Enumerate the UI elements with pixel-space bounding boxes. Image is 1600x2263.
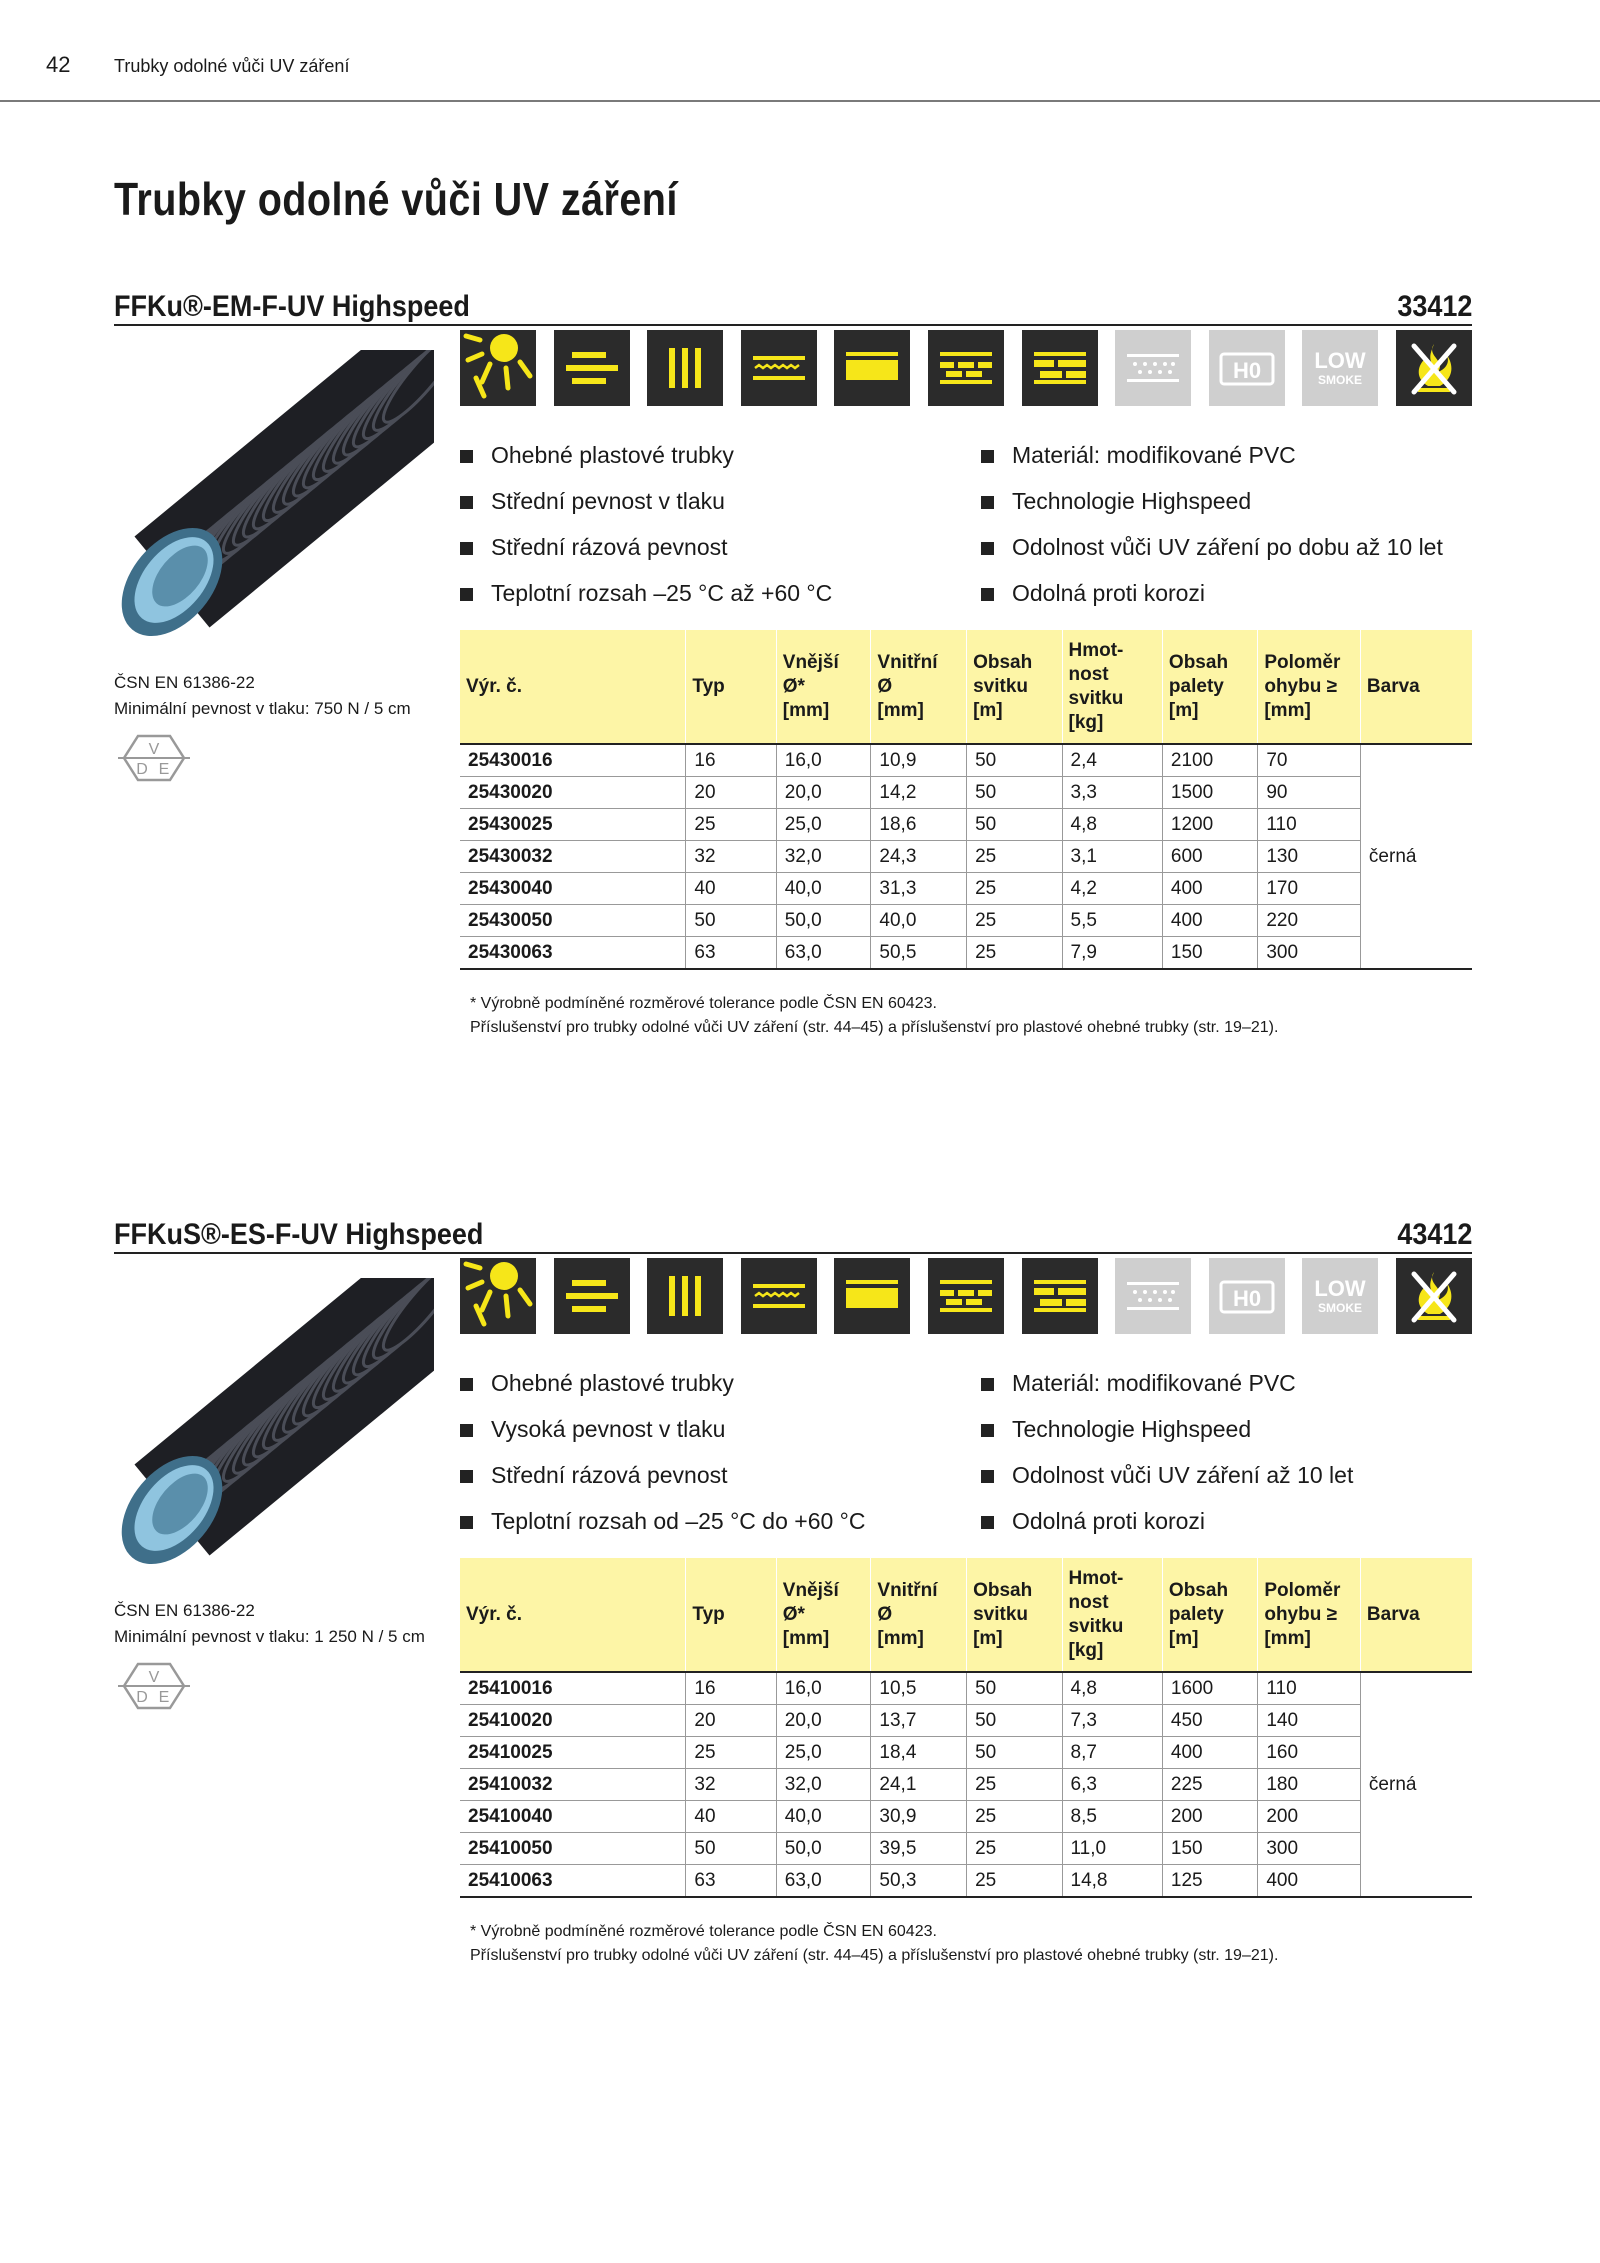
table-cell: 50 — [967, 809, 1062, 841]
column-header — [460, 1558, 686, 1672]
footnote: Příslušenství pro trubky odolné vůči UV záření (str. 44–45) a příslušenství pro plastové ohebné trubky (str. 19–21). — [470, 1947, 1279, 1964]
flame-icon — [1396, 1258, 1472, 1334]
table-cell: 20 — [686, 1705, 776, 1737]
table-cell: 110 — [1258, 1672, 1361, 1705]
header-line: [kg] — [1068, 1639, 1104, 1661]
vde-d: D — [136, 1689, 148, 1706]
table-row — [460, 937, 1472, 970]
norm-info — [114, 670, 444, 722]
low-label: LOW — [1314, 348, 1367, 373]
table-cell: 25,0 — [776, 1737, 871, 1769]
table-cell: 7,3 — [1062, 1705, 1162, 1737]
pressure-icon — [554, 330, 630, 406]
table-cell: 32,0 — [776, 841, 871, 873]
table-cell: 11,0 — [1062, 1833, 1162, 1865]
brick-icon — [928, 1258, 1004, 1334]
table-cell: 25410063 — [460, 1865, 686, 1898]
page-number: 42 — [46, 52, 71, 77]
table-cell: 600 — [1162, 841, 1257, 873]
column-header — [871, 1558, 967, 1672]
table-cell: 25 — [967, 905, 1062, 937]
header-line: nost — [1068, 1591, 1109, 1613]
table-cell: 50,0 — [776, 1833, 871, 1865]
table-cell: 16 — [686, 744, 776, 777]
norm-line: ČSN EN 61386-22 — [114, 673, 255, 692]
wave-icon — [741, 1258, 817, 1334]
table-cell: 50 — [967, 1737, 1062, 1769]
table-cell: 2100 — [1162, 744, 1257, 777]
impact-icon — [647, 1258, 723, 1334]
table-cell: 400 — [1258, 1865, 1361, 1898]
features-right — [981, 1368, 1481, 1552]
smoke-label: SMOKE — [1318, 373, 1363, 387]
h0-label: H0 — [1232, 358, 1261, 383]
table-cell: 25 — [967, 1865, 1062, 1898]
feature-item: Odolná proti korozi — [981, 578, 1481, 624]
section-header — [114, 290, 1472, 326]
low-label: LOW — [1314, 1276, 1367, 1301]
table-cell: 5,5 — [1062, 905, 1162, 937]
table-row — [460, 809, 1472, 841]
concrete-icon — [1115, 330, 1191, 406]
table-cell: 6,3 — [1062, 1769, 1162, 1801]
header-line: Obsah — [973, 1579, 1033, 1601]
table-cell: 140 — [1258, 1705, 1361, 1737]
footnote: * Výrobně podmíněné rozměrové tolerance podle ČSN EN 60423. — [470, 1923, 937, 1940]
table-row — [460, 1801, 1472, 1833]
column-header — [871, 630, 967, 744]
table-cell: 25410040 — [460, 1801, 686, 1833]
table-row — [460, 1865, 1472, 1898]
table-cell: 225 — [1162, 1769, 1257, 1801]
concrete-icon — [1115, 1258, 1191, 1334]
pipe-image-1 — [114, 1278, 434, 1578]
pressure-icon — [554, 1258, 630, 1334]
footnotes — [470, 992, 1278, 1040]
column-header — [460, 630, 686, 744]
table-cell: 450 — [1162, 1705, 1257, 1737]
norm-line: Minimální pevnost v tlaku: 1 250 N / 5 cm — [114, 1627, 425, 1646]
feature-item: Střední rázová pevnost — [460, 1460, 960, 1506]
table-row — [460, 873, 1472, 905]
table-cell: 18,4 — [871, 1737, 967, 1769]
table-cell: 300 — [1258, 937, 1361, 970]
table-cell: 3,1 — [1062, 841, 1162, 873]
low-smoke-icon — [1302, 1258, 1378, 1334]
table-cell: 25430063 — [460, 937, 686, 970]
impact-icon — [647, 330, 723, 406]
header-line: svitku — [973, 675, 1028, 697]
table-cell: 25 — [686, 809, 776, 841]
table-cell: 4,8 — [1062, 809, 1162, 841]
header-line: Vnější — [782, 1579, 839, 1601]
table-cell: 50,0 — [776, 905, 871, 937]
table-row — [460, 1833, 1472, 1865]
table-cell: 14,2 — [871, 777, 967, 809]
property-icons — [460, 1258, 1472, 1336]
property-icons — [460, 330, 1472, 408]
table-cell: 4,2 — [1062, 873, 1162, 905]
vde-v: V — [148, 741, 160, 758]
pipe-image-container — [114, 1278, 434, 1578]
table-cell: 4,8 — [1062, 1672, 1162, 1705]
column-header — [1162, 630, 1257, 744]
norm-line: ČSN EN 61386-22 — [114, 1601, 255, 1620]
table-cell: 160 — [1258, 1737, 1361, 1769]
pipe-image-container — [114, 350, 434, 650]
table-row — [460, 1769, 1472, 1801]
low-smoke-icon — [1302, 330, 1378, 406]
feature-item: Teplotní rozsah –25 °C až +60 °C — [460, 578, 960, 624]
norm-info — [114, 1598, 444, 1650]
header-line: svitku — [973, 1603, 1028, 1625]
header-line: [mm] — [782, 1627, 830, 1649]
table-cell: 220 — [1258, 905, 1361, 937]
table-cell: 400 — [1162, 873, 1257, 905]
table-cell: 130 — [1258, 841, 1361, 873]
table-cell: 400 — [1162, 905, 1257, 937]
table-cell: 125 — [1162, 1865, 1257, 1898]
table-cell: 25410050 — [460, 1833, 686, 1865]
header-line: [m] — [1168, 699, 1199, 721]
column-header — [1360, 630, 1472, 744]
color-cell: černá — [1360, 744, 1472, 969]
brick-wall-icon — [1022, 1258, 1098, 1334]
feature-item: Odolná proti korozi — [981, 1506, 1481, 1552]
header-line: ohybu ≥ — [1264, 1603, 1338, 1625]
table-cell: 25410032 — [460, 1769, 686, 1801]
spec-table — [460, 630, 1472, 970]
brick-icon — [928, 330, 1004, 406]
header-line: svitku — [1068, 1615, 1124, 1637]
section-header — [114, 1218, 1472, 1254]
table-row — [460, 1737, 1472, 1769]
table-cell: 25430025 — [460, 809, 686, 841]
table-cell: 16,0 — [776, 1672, 871, 1705]
vde-d: D — [136, 761, 148, 778]
table-cell: 20,0 — [776, 777, 871, 809]
feature-item: Odolnost vůči UV záření po dobu až 10 let — [981, 532, 1481, 578]
table-cell: 10,5 — [871, 1672, 967, 1705]
table-cell: 25 — [967, 841, 1062, 873]
table-row — [460, 841, 1472, 873]
table-cell: 18,6 — [871, 809, 967, 841]
product-name: FFKuS®-ES-F-UV Highspeed — [114, 1218, 484, 1251]
header-line: Ø* — [782, 1603, 805, 1625]
table-cell: 10,9 — [871, 744, 967, 777]
table-cell: 63,0 — [776, 1865, 871, 1898]
table-cell: 40,0 — [776, 1801, 871, 1833]
halogen-free-icon — [1209, 1258, 1285, 1334]
header-line: [mm] — [1264, 1627, 1311, 1649]
table-cell: 1200 — [1162, 809, 1257, 841]
table-cell: 20,0 — [776, 1705, 871, 1737]
column-header — [686, 630, 776, 744]
vde-v: V — [148, 1669, 160, 1686]
header-line: Obsah — [1168, 651, 1229, 673]
halogen-free-icon — [1209, 330, 1285, 406]
table-cell: 150 — [1162, 937, 1257, 970]
header-line: Obsah — [973, 651, 1033, 673]
table-cell: 25,0 — [776, 809, 871, 841]
feature-item: Technologie Highspeed — [981, 486, 1481, 532]
table-cell: 13,7 — [871, 1705, 967, 1737]
table-header-row — [460, 630, 1472, 744]
column-header — [967, 1558, 1062, 1672]
table-cell: 25 — [967, 1833, 1062, 1865]
table-cell: 50 — [967, 1672, 1062, 1705]
table-row — [460, 1672, 1472, 1705]
table-cell: 63,0 — [776, 937, 871, 970]
table-cell: 30,9 — [871, 1801, 967, 1833]
feature-item: Vysoká pevnost v tlaku — [460, 1414, 960, 1460]
header-line: [m] — [973, 699, 1003, 721]
table-cell: 25 — [967, 873, 1062, 905]
footnotes — [470, 1920, 1278, 1968]
header-line: Hmot- — [1068, 639, 1124, 661]
table-cell: 20 — [686, 777, 776, 809]
table-cell: 32 — [686, 1769, 776, 1801]
table-cell: 200 — [1258, 1801, 1361, 1833]
table-cell: 50,5 — [871, 937, 967, 970]
features-left — [460, 1368, 960, 1552]
feature-item: Teplotní rozsah od –25 °C do +60 °C — [460, 1506, 960, 1552]
feature-item: Technologie Highspeed — [981, 1414, 1481, 1460]
column-header — [1258, 1558, 1361, 1672]
table-cell: 32 — [686, 841, 776, 873]
table-cell: 200 — [1162, 1801, 1257, 1833]
table-cell: 63 — [686, 1865, 776, 1898]
feature-item: Ohebné plastové trubky — [460, 1368, 960, 1414]
table-cell: 25430050 — [460, 905, 686, 937]
table-cell: 40 — [686, 873, 776, 905]
features-left — [460, 440, 960, 624]
table-cell: 150 — [1162, 1833, 1257, 1865]
table-cell: 25430016 — [460, 744, 686, 777]
table-cell: 180 — [1258, 1769, 1361, 1801]
header-line: Obsah — [1168, 1579, 1229, 1601]
features-right — [981, 440, 1481, 624]
column-header — [1360, 1558, 1472, 1672]
header-line: Poloměr — [1264, 1579, 1341, 1601]
header-line: [m] — [973, 1627, 1003, 1649]
column-header — [776, 630, 871, 744]
feature-item: Materiál: modifikované PVC — [981, 1368, 1481, 1414]
table-cell: 8,5 — [1062, 1801, 1162, 1833]
table-cell: 40 — [686, 1801, 776, 1833]
table-cell: 25 — [967, 1769, 1062, 1801]
header-line: Výr. č. — [466, 1603, 522, 1625]
header-line: [mm] — [877, 699, 924, 721]
header-line: Výr. č. — [466, 675, 522, 697]
table-cell: 25 — [967, 1801, 1062, 1833]
vde-e: E — [158, 1689, 170, 1706]
uv-sun-icon — [460, 1258, 536, 1334]
table-cell: 50 — [686, 1833, 776, 1865]
header-line: nost — [1068, 663, 1109, 685]
table-row — [460, 905, 1472, 937]
header-line: [mm] — [877, 1627, 924, 1649]
table-row — [460, 1705, 1472, 1737]
h0-label: H0 — [1232, 1286, 1261, 1311]
table-cell: 25430020 — [460, 777, 686, 809]
running-title: Trubky odolné vůči UV záření — [114, 56, 350, 76]
table-cell: 7,9 — [1062, 937, 1162, 970]
column-header — [1062, 1558, 1162, 1672]
feature-item: Střední rázová pevnost — [460, 532, 960, 578]
table-cell: 39,5 — [871, 1833, 967, 1865]
table-cell: 40,0 — [871, 905, 967, 937]
feature-item: Odolnost vůči UV záření až 10 let — [981, 1460, 1481, 1506]
footnote: Příslušenství pro trubky odolné vůči UV záření (str. 44–45) a příslušenství pro plastové ohebné trubky (str. 19–21). — [470, 1019, 1279, 1036]
header-line: Vnitřní — [877, 1579, 938, 1601]
table-cell: 50 — [686, 905, 776, 937]
spec-table — [460, 1558, 1472, 1898]
header-line: Typ — [692, 675, 725, 697]
vde-mark-icon — [114, 728, 194, 788]
table-cell: 3,3 — [1062, 777, 1162, 809]
header-line: [kg] — [1068, 711, 1104, 733]
table-cell: 25410025 — [460, 1737, 686, 1769]
table-cell: 25410016 — [460, 1672, 686, 1705]
header-line: Typ — [692, 1603, 725, 1625]
header-line: Vnější — [782, 651, 839, 673]
table-header-row — [460, 1558, 1472, 1672]
table-cell: 25410020 — [460, 1705, 686, 1737]
product-name: FFKu®-EM-F-UV Highspeed — [114, 290, 470, 323]
table-cell: 1500 — [1162, 777, 1257, 809]
smoke-label: SMOKE — [1318, 1301, 1363, 1315]
feature-item: Ohebné plastové trubky — [460, 440, 960, 486]
header-line: ohybu ≥ — [1264, 675, 1338, 697]
table-cell: 50 — [967, 1705, 1062, 1737]
header-line: Barva — [1366, 675, 1420, 697]
table-cell: 16 — [686, 1672, 776, 1705]
header-line: Hmot- — [1068, 1567, 1124, 1589]
table-cell: 2,4 — [1062, 744, 1162, 777]
product-number: 33412 — [1396, 290, 1472, 323]
column-header — [686, 1558, 776, 1672]
block-icon — [834, 330, 910, 406]
header-line: [m] — [1168, 1627, 1199, 1649]
table-cell: 110 — [1258, 809, 1361, 841]
vde-mark-icon — [114, 1656, 194, 1716]
table-cell: 300 — [1258, 1833, 1361, 1865]
feature-item: Materiál: modifikované PVC — [981, 440, 1481, 486]
norm-line: Minimální pevnost v tlaku: 750 N / 5 cm — [114, 699, 411, 718]
header-line: Ø — [877, 1603, 893, 1625]
table-row — [460, 744, 1472, 777]
flame-icon — [1396, 330, 1472, 406]
table-cell: 1600 — [1162, 1672, 1257, 1705]
table-cell: 25 — [686, 1737, 776, 1769]
brick-wall-icon — [1022, 330, 1098, 406]
table-cell: 32,0 — [776, 1769, 871, 1801]
header-line: [mm] — [782, 699, 830, 721]
feature-item: Střední pevnost v tlaku — [460, 486, 960, 532]
vde-e: E — [158, 761, 170, 778]
column-header — [776, 1558, 871, 1672]
table-cell: 25430032 — [460, 841, 686, 873]
header-line: Ø — [877, 675, 893, 697]
product-number: 43412 — [1396, 1218, 1472, 1251]
table-cell: 8,7 — [1062, 1737, 1162, 1769]
page-header — [0, 0, 1600, 102]
table-cell: 24,1 — [871, 1769, 967, 1801]
table-cell: 63 — [686, 937, 776, 970]
pipe-image-0 — [114, 350, 434, 650]
header-line: Poloměr — [1264, 651, 1341, 673]
footnote: * Výrobně podmíněné rozměrové tolerance podle ČSN EN 60423. — [470, 995, 937, 1012]
table-cell: 70 — [1258, 744, 1361, 777]
wave-icon — [741, 330, 817, 406]
column-header — [1062, 630, 1162, 744]
table-cell: 50 — [967, 744, 1062, 777]
table-cell: 40,0 — [776, 873, 871, 905]
page-title: Trubky odolné vůči UV záření — [114, 173, 678, 225]
table-cell: 16,0 — [776, 744, 871, 777]
column-header — [967, 630, 1062, 744]
color-cell: černá — [1360, 1672, 1472, 1897]
header-line: Barva — [1366, 1603, 1420, 1625]
header-line: Vnitřní — [877, 651, 938, 673]
table-cell: 14,8 — [1062, 1865, 1162, 1898]
column-header — [1162, 1558, 1257, 1672]
table-cell: 25 — [967, 937, 1062, 970]
table-cell: 24,3 — [871, 841, 967, 873]
header-line: [mm] — [1264, 699, 1311, 721]
header-line: palety — [1168, 675, 1224, 697]
table-row — [460, 777, 1472, 809]
column-header — [1258, 630, 1361, 744]
uv-sun-icon — [460, 330, 536, 406]
header-line: Ø* — [782, 675, 805, 697]
table-cell: 31,3 — [871, 873, 967, 905]
table-cell: 90 — [1258, 777, 1361, 809]
table-cell: 400 — [1162, 1737, 1257, 1769]
table-cell: 50,3 — [871, 1865, 967, 1898]
header-line: svitku — [1068, 687, 1124, 709]
header-line: palety — [1168, 1603, 1224, 1625]
table-cell: 25430040 — [460, 873, 686, 905]
block-icon — [834, 1258, 910, 1334]
table-cell: 170 — [1258, 873, 1361, 905]
table-cell: 50 — [967, 777, 1062, 809]
